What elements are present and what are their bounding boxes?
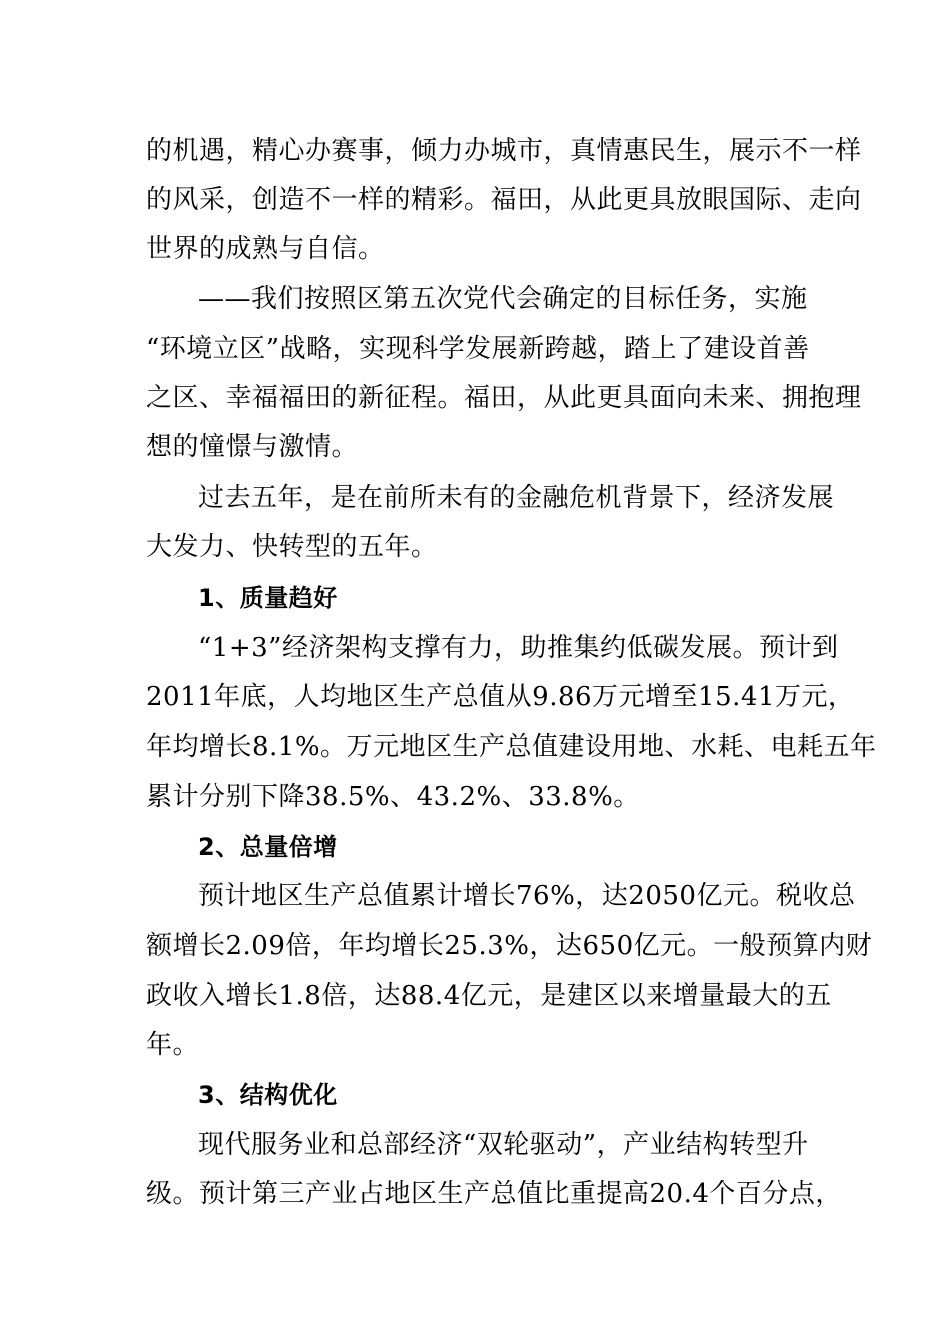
text-line: ——我们按照区第五次党代会确定的目标任务，实施 bbox=[198, 284, 808, 314]
text-line: 想的憧憬与激情。 bbox=[146, 432, 359, 462]
text-line: 的风采，创造不一样的精彩。福田，从此更具放眼国际、走向 bbox=[146, 185, 862, 215]
text-line: 级。预计第三产业占地区生产总值比重提高20.4个百分点， bbox=[146, 1179, 842, 1209]
text-line: 之区、幸福福田的新征程。福田，从此更具面向未来、拥抱理 bbox=[146, 383, 862, 413]
text-line: 年均增长8.1%。万元地区生产总值建设用地、水耗、电耗五年 bbox=[146, 732, 877, 762]
section-heading: 3、结构优化 bbox=[198, 1081, 338, 1109]
text-line: 预计地区生产总值累计增长76%，达2050亿元。税收总 bbox=[198, 881, 856, 911]
text-line: “1+3”经济架构支撑有力，助推集约低碳发展。预计到 bbox=[198, 633, 839, 663]
text-line: 现代服务业和总部经济“双轮驱动”，产业结构转型升 bbox=[198, 1130, 809, 1160]
section-heading: 2、总量倍增 bbox=[198, 833, 338, 861]
text-line: 世界的成熟与自信。 bbox=[146, 234, 385, 264]
text-line: “环境立区”战略，实现科学发展新跨越，踏上了建设首善 bbox=[146, 334, 810, 364]
text-line: 过去五年，是在前所未有的金融危机背景下，经济发展 bbox=[198, 483, 835, 513]
text-line: 的机遇，精心办赛事，倾力办城市，真情惠民生，展示不一样 bbox=[146, 136, 862, 166]
section-heading: 1、质量趋好 bbox=[198, 584, 338, 612]
text-line: 累计分别下降38.5%、43.2%、33.8%。 bbox=[146, 782, 640, 812]
text-line: 大发力、快转型的五年。 bbox=[146, 532, 438, 562]
text-line: 额增长2.09倍，年均增长25.3%，达650亿元。一般预算内财 bbox=[146, 931, 873, 961]
text-line: 政收入增长1.8倍，达88.4亿元，是建区以来增量最大的五 bbox=[146, 981, 832, 1011]
text-line: 2011年底，人均地区生产总值从9.86万元增至15.41万元， bbox=[146, 682, 855, 712]
text-line: 年。 bbox=[146, 1030, 200, 1060]
